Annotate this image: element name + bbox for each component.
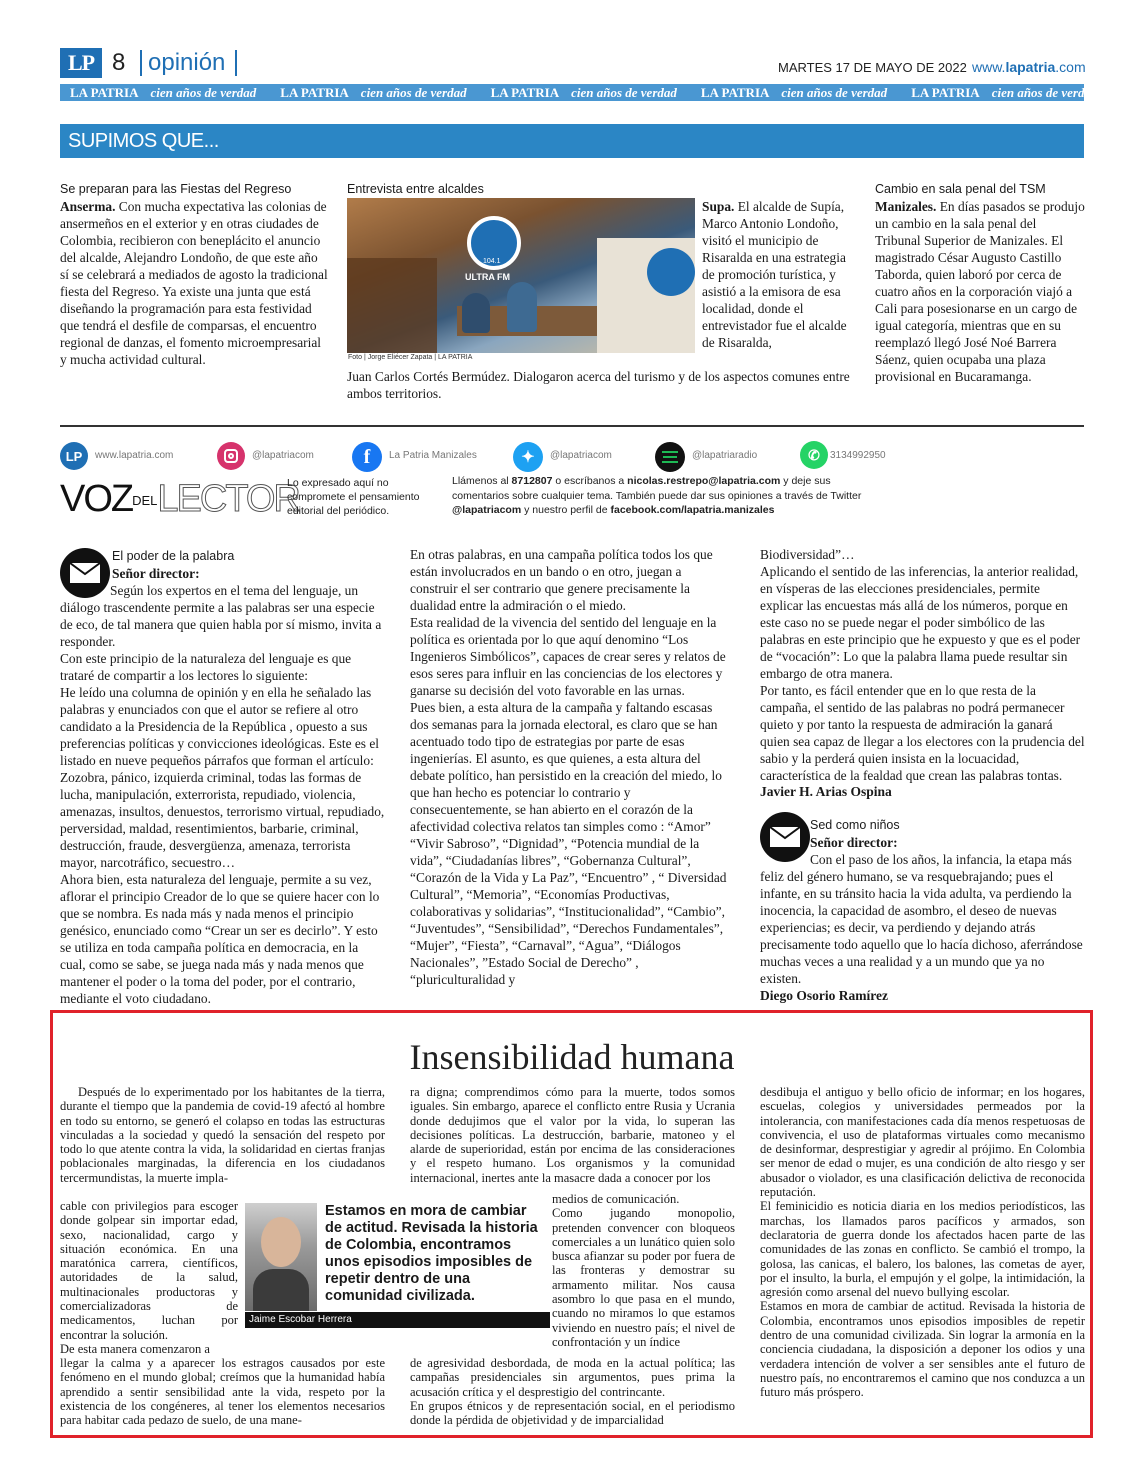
strip-brand: LA PATRIA: [911, 85, 980, 100]
author-photo: [245, 1203, 317, 1311]
brief-body: El alcalde de Supía, Marco Antonio Londoño, visitó el municipio de Risaralda en una estrategia de promoción turística, y asistió a la emisora de esa localidad, donde el entrevistador fue el alcalde de Risaralda,: [702, 199, 847, 350]
lp-logo-icon[interactable]: LP: [60, 442, 88, 470]
brand-strip: [60, 84, 1098, 101]
photo-furniture: [347, 258, 437, 353]
spotify-glyph: [662, 451, 678, 463]
voz-title-voz: VOZ: [60, 478, 133, 520]
social-label[interactable]: @lapatriacom: [252, 450, 314, 461]
contact-text: Llámenos al: [452, 475, 512, 487]
person-2: [507, 282, 537, 332]
column-col2-mid: medios de comunicación. Como jugando monopolio, pretenden convencer con bloqueos comerciales a un lunático quien solo busca afianzar su poder por fuera de las fronteras y demostrar su armamento militar. Nos causa asombro lo que pasa en el mundo, cuando no miramos lo que estamos viviendo en nuestro país; el nivel de confrontación y un índice: [552, 1192, 735, 1349]
strip-brand: LA PATRIA: [280, 85, 349, 100]
strip-brand: LA PATRIA: [700, 85, 770, 100]
letter-signature: Diego Osorio Ramírez: [760, 988, 888, 1003]
author-face: [261, 1217, 301, 1267]
letter-title: Sed como niños: [810, 818, 900, 832]
section-name: opinión: [148, 49, 226, 76]
letter-salutation: Señor director:: [112, 566, 200, 581]
voz-title-lector: LECTOR: [157, 478, 299, 520]
header-divider-2: [235, 50, 237, 76]
column-col1-bottom: llegar la calma y a aparecer los estragos causados por este fenómeno en el mundo global; creímos que la humanidad había aprendido a sentir sensibilidad ante la vida, respeto por la existencia de los congéneres, al tener los elementos necesarios para habitar cada pedazo de suelo, de una mane-: [60, 1356, 385, 1428]
column-col1-mid: cable con privilegios para escoger donde golpear sin importar edad, sexo, nacionalidad, cargo y situación económica. En una maratónica carrera, científicos, autoridades de la salud, multinacionales productoras y comercializadoras de medicamentos, luchan por encontrar la solución. De esta manera comenzaron a: [60, 1199, 238, 1356]
radio-sign: ULTRA FM: [465, 272, 510, 282]
brief-body: En días pasados se produjo un cambio en la sala penal del Tribunal Superior de Manizales. El magistrado César Augusto Castillo Taborda, quien laboró por cerca de cuatro años en la corporación viajó a Cali para posesionarse en un cargo de igual categoría, mientras que en su reemplazó llegó José Noé Barrera Sáenz, quien ocupaba una plaza provisional en Bucaramanga.: [875, 199, 1085, 384]
letter-body: Con el paso de los años, la infancia, la etapa más feliz del género humano, se va resquebrajando; pues el infante, en su tránsito hacia la vida adulta, va perdiendo la inocencia, la capacidad de asombro, el deseo de nuevas experiencias; es decir, va perdiendo y dejando atrás precisamente todo aquello que lo hacía dichoso, aferrándose muchas veces a una realidad y a un mundo que ya no existen.: [760, 852, 1083, 986]
twitter-icon[interactable]: ✦: [513, 442, 543, 472]
letter-salutation: Señor director:: [810, 835, 898, 850]
contact-text: y nuestro perfil de: [521, 504, 611, 516]
issue-date: MARTES 17 DE MAYO DE 2022: [778, 60, 967, 75]
brief-text: Juan Carlos Cortés Bermúdez. Dialogaron acerca del turismo y de los aspectos comunes entre ambos territorios.: [347, 369, 850, 401]
contact-phone[interactable]: 8712807: [511, 475, 553, 487]
brief-body: Con mucha expectativa las colonias de ansermeños en el exterior y en otras ciudades de Colombia, recibieron con beneplácito el anuncio del alcalde, Alejandro Londoño, de que este año sí se celebrará a mediados de agosto la tradicional fiesta del Regreso. Ya existe una junta que está diseñando la programación para esta festividad que tendrá el desfile de comparsas, el encuentro regional de danzas, el fomento microempresarial y mucha actividad cultural.: [60, 199, 328, 367]
whatsapp-icon[interactable]: ✆: [800, 441, 828, 469]
radio-frequency: 104.1: [483, 258, 501, 265]
brand-strip-content: [70, 84, 1097, 101]
contact-twitter[interactable]: @lapatriacom: [452, 504, 522, 516]
voz-title-del: DEL: [132, 492, 158, 508]
disclaimer: Lo expresado aquí no compromete el pensamiento editorial del periódico.: [287, 477, 420, 517]
contact-email[interactable]: nicolas.restrepo@lapatria.com: [627, 475, 781, 487]
supimos-col-3: [875, 181, 1085, 385]
contact-text: o escríbanos a: [552, 475, 628, 487]
letter-body-col1: Según los expertos en el tema del lenguaje, un diálogo trascendente permite a las palabras ser una especie de eco, de tal manera que quien habla por sí mismo, invita a responder. Con este principio de la naturaleza del lenguaje es que trataré de compartir a los lectores lo siguiente: He leído una columna de opinión y en ella he señalado las palabras y enunciados con que el autor se refiere al otro candidato a la Presidencia de la República , opuesto a sus preferencias políticas y convicciones ideológicas. Este es el listado en nueve pequeños párrafos que forman el artículo: Zozobra, pánico, izquierda criminal, todas las formas de lucha, manipulación, exterrorista, repudiado, violencia, amenazas, insultos, denuestos, terrorismo virtual, repudiado, perversidad, maldad, resentimientos, barbarie, criminal, destrucción, fraude, desvergüenza, amenaza, terrorista mayor, narcotráfico, secuestro… Ahora bien, esta naturaleza del lenguaje, permite a su vez, aflorar el principio Creador de lo que se quiere hacer con lo que se nombra. Es nada más y nada menos el principio genésico, enunciado como “Crear un ser es decirlo”. Y esto se utiliza en toda campaña política en democracia, en la cual, como se sabe, se juega nada más y nada menos que mantener el poder o la toma del poder, por el contrario, mediante el voto ciudadano.: [60, 583, 385, 1006]
radio-studio-photo: [347, 198, 695, 353]
kicker: Se preparan para las Fiestas del Regreso: [60, 182, 292, 196]
supimos-col-2-side: [702, 198, 852, 351]
strip-brand: LA PATRIA: [490, 85, 560, 100]
brief-text: [875, 198, 1085, 385]
brief-lead: Manizales.: [875, 199, 937, 214]
column-col3: desdibuja el antiguo y bello oficio de informar; en los hogares, escuelas, colegios y universidades permeados por la intolerancia, con manifestaciones cada día menos respetuosas de convivencia, el uso de plataformas virtuales como mecanismo de desinformar, desprestigiar y agredir al prójimo. En Colombia ser menor de edad o mujer, es una condición de alto riesgo y ser abusador o violador, es una clasificación delictiva de reconocida reputación. El feminicidio es noticia diaria en los medios periodísticos, las marchas, los llamados paros pacíficos y armados, son declaratoria de guerra donde los afectados hacen parte de las comunidades de las zonas en conflicto. Se cambió el trompo, la golosa, las canicas, el balero, los balones, las cometas de ayer, por el insulto, la burla, el empujón y el golpe, la intimidación, la agresión como arsenal del nuevo bullying escolar. Estamos en mora de cambiar de actitud. Revisada la historia de Colombia, encontramos unos episodios imposibles de repetir dentro de una comunidad civilizada. Sin lograr la armonía en la conciencia ciudadana, la disposición a deponer los odios y una verdadera intención de volver a ser sensibles ante el futuro de nuestro país, no encontraremos el camino que nos conduzca a un futuro más próspero.: [760, 1085, 1085, 1400]
contact-text: y deje sus comentarios sobre cualquier tema. También puede dar sus opiniones a través de Twitter: [452, 475, 862, 502]
section-title-supimos: SUPIMOS QUE...: [60, 124, 1084, 158]
kicker: Cambio en sala penal del TSM: [875, 182, 1046, 196]
column-col2-top: ra digna; comprendimos cómo para la muerte, todos somos iguales. Sin embargo, aparece el conflicto entre Rusia y Ucrania donde dedujimos que el valor por la vida, lo superan las decisiones políticas. La destrucción, barbarie, matoneo y el alarde de superioridad, están por encima de las consideraciones y el respeto humano. Los organismos y la comunidad internacional, inertes ante la masacre dada a conocer por los: [410, 1085, 735, 1185]
author-suit: [253, 1269, 309, 1311]
site-url-suffix: .com: [1055, 59, 1086, 75]
strip-motto: cien años de verdad: [150, 85, 257, 100]
strip-motto: cien años de verdad: [781, 85, 888, 100]
strip-brand: LA PATRIA: [70, 85, 139, 100]
social-label[interactable]: @lapatriaradio: [692, 450, 758, 461]
column-col2-bottom: de agresividad desbordada, de moda en la actual política; las campañas presidenciales sin argumentos, pues prima la acusación crítica y el desprestigio del contrincante. En grupos étnicos y de representación social, en el periodismo donde la pérdida de objetividad y de imparcialidad: [410, 1356, 735, 1428]
letter-signature: Javier H. Arias Ospina: [760, 784, 892, 799]
lp-logo[interactable]: LP: [60, 48, 102, 78]
facebook-icon[interactable]: f: [352, 442, 382, 472]
photo-credit: Foto | Jorge Eliécer Zapata | LA PATRIA: [348, 354, 473, 361]
social-label[interactable]: @lapatriacom: [550, 450, 612, 461]
supimos-col-1: [60, 181, 328, 368]
brief-text: [60, 198, 328, 368]
social-label[interactable]: www.lapatria.com: [95, 450, 174, 461]
contact-facebook[interactable]: facebook.com/lapatria.manizales: [610, 504, 775, 516]
brief-lead: Supa.: [702, 199, 735, 214]
pull-quote: Estamos en mora de cambiar de actitud. Revisada la historia de Colombia, encontramos unos episodios imposibles de repetir dentro de una comunidad civilizada.: [325, 1203, 538, 1304]
envelope-glyph: [769, 826, 801, 848]
site-url-prefix: www.: [972, 59, 1006, 75]
contact-info: [452, 474, 882, 518]
brief-lead: Anserma.: [60, 199, 116, 214]
supimos-col-2-bottom: [347, 368, 852, 402]
column-title: Insensibilidad humana: [409, 1037, 735, 1077]
voz-title: [60, 478, 299, 522]
header-divider: [140, 50, 142, 76]
strip-motto: cien años de verdad: [571, 85, 677, 100]
strip-motto: cien años de verdad: [991, 85, 1098, 100]
site-url[interactable]: [972, 59, 1086, 75]
brief-text: [702, 198, 852, 351]
radio-logo-shape: [647, 248, 695, 296]
social-label[interactable]: La Patria Manizales: [389, 450, 477, 461]
spotify-icon[interactable]: [655, 442, 685, 472]
strip-motto: cien años de verdad: [360, 85, 467, 100]
instagram-glyph: [224, 449, 238, 463]
site-url-name: lapatria: [1005, 59, 1056, 75]
person-1: [462, 293, 490, 333]
author-byline: Jaime Escobar Herrera: [245, 1312, 550, 1328]
kicker: Entrevista entre alcaldes: [347, 182, 484, 196]
page-number: 8: [112, 49, 126, 76]
letter-body-col2: En otras palabras, en una campaña política todos los que están involucrados en un bando o en otro, juegan a construir el ser contrario que genere precisamente la dualidad entre la admiración o el miedo. Esta realidad de la vivencia del sentido del lenguaje en la política es orientada por lo que aquí denomino “Los Ingenieros Simbólicos”, capaces de crear seres y relatos de esos seres para influir en las conciencias de los electores y ganarse su decisión del voto favorable en las urnas. Pues bien, a esta altura de la campaña y faltando escasas dos semanas para la jornada electoral, es claro que se han acentuado todo tipo de estrategias por parte de esas ingenierías. El asunto, es que quienes, a esta altura del debate político, han persistido en la creación del miedo, lo que han hecho es potenciar lo contrario y consecuentemente, se han abierto en el corazón de la afectividad colectiva relatos tan simples como : “Amor” “Vivir Sabroso”, “Dignidad”, “Potencia mundial de la vida”, “Ciudadanías libres”, “Gobernanza Cultural”, “Corazón de la Vida y La Paz”, “Encuentro” , “ Diversidad Cultural”, “Memoria”, “Economías Productivas, colaborativas y solidarias”, “Institucionalidad”, “Cambio”, “Juventudes”, “Sensibilidad”, “Derechos Fundamentales”, “Mujer”, “Fiesta”, “Carnaval”, “Agua”, “Diálogos Nacionales”, ”Estado Social de Derecho” , “pluriculturalidad y: [410, 547, 727, 987]
column-col1-top: Después de lo experimentado por los habitantes de la tierra, durante el tiempo que la pandemia de covid-19 afectó al hombre en todo su entorno, se generó el colapso en todas las estructuras vinculadas a la sociedad y quedó la sensación del respeto por todo lo que atente contra la vida, la solidaridad en ciertas franjas poblacionales marginadas, la diferencia en los ciudadanos tercermundistas, la muerte impla-: [60, 1085, 385, 1185]
section-rule: [60, 425, 1084, 427]
social-label[interactable]: 3134992950: [830, 450, 886, 461]
envelope-glyph: [69, 562, 101, 584]
instagram-icon[interactable]: [217, 442, 245, 470]
letter-title: El poder de la palabra: [112, 549, 235, 563]
letter-body-col3: Biodiversidad”… Aplicando el sentido de las inferencias, la anterior realidad, en vísperas de las elecciones presidenciales, permite explicar las encuestas más allá de los números, porque en este caso no se puede negar el poder simbólico de las palabras en este principio que he expuesto y que es el poder de “vocación”: Lo que la palabra llama puede resultar sin embargo de otra manera. Por tanto, es fácil entender que en lo que resta de la campaña, el sentido de las palabras no podrá permanecer quieto y por tanto la respuesta de admiración la ganará quien sea capaz de llegar a los electores con la prudencia del sabio y la perderá quien insista en la locuacidad, característica de la fealdad que crean las palabras tontas.: [760, 547, 1085, 783]
